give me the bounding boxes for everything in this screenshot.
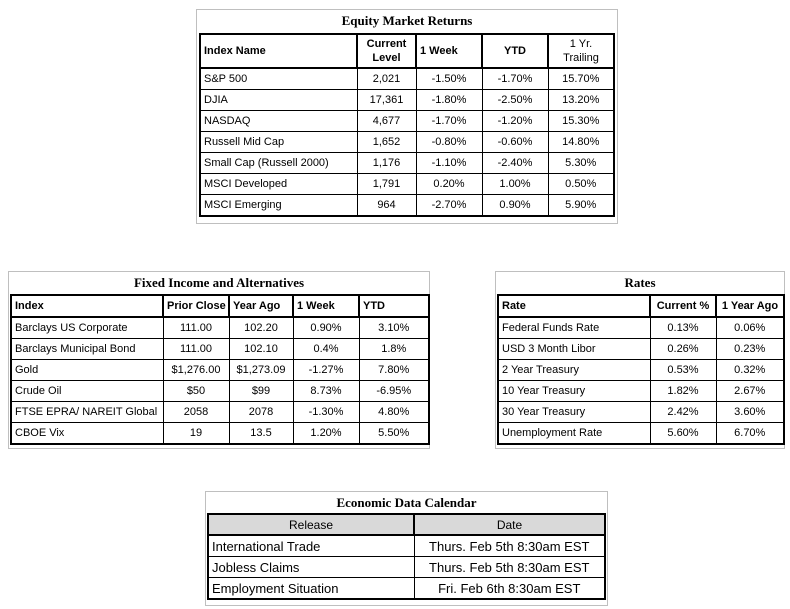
calendar-cell: Thurs. Feb 5th 8:30am EST (414, 557, 605, 578)
fixed-income-cell: -6.95% (359, 381, 429, 402)
rates-row (498, 360, 784, 381)
calendar-row (208, 535, 605, 557)
equity-header-ytd: YTD (482, 34, 548, 68)
fixed-income-cell: 1.20% (293, 423, 359, 445)
calendar-cell: Fri. Feb 6th 8:30am EST (414, 578, 605, 600)
rates-cell: 2 Year Treasury (498, 360, 650, 381)
equity-cell: 15.70% (548, 68, 614, 90)
rates-panel (495, 271, 785, 449)
rates-cell: 0.13% (650, 317, 716, 339)
rates-cell: Federal Funds Rate (498, 317, 650, 339)
equity-cell: 1,176 (357, 153, 416, 174)
equity-cell: 1,652 (357, 132, 416, 153)
fixed-income-panel (8, 271, 430, 449)
equity-cell: -1.70% (482, 68, 548, 90)
fixed-income-cell: -1.27% (293, 360, 359, 381)
equity-cell: -0.80% (416, 132, 482, 153)
fixed-income-header-prior: Prior Close (163, 295, 229, 317)
calendar-cell: Employment Situation (208, 578, 414, 600)
equity-cell: 15.30% (548, 111, 614, 132)
equity-cell: 0.20% (416, 174, 482, 195)
calendar-cell: Thurs. Feb 5th 8:30am EST (414, 535, 605, 557)
fixed-income-cell: 5.50% (359, 423, 429, 445)
fixed-income-cell: $1,273.09 (229, 360, 293, 381)
fixed-income-cell: 13.5 (229, 423, 293, 445)
equity-cell: 2,021 (357, 68, 416, 90)
rates-cell: USD 3 Month Libor (498, 339, 650, 360)
equity-cell: -1.80% (416, 90, 482, 111)
equity-cell: Small Cap (Russell 2000) (200, 153, 357, 174)
fixed-income-cell: CBOE Vix (11, 423, 163, 445)
fixed-income-cell: 7.80% (359, 360, 429, 381)
calendar-cell: Jobless Claims (208, 557, 414, 578)
calendar-header-row (208, 514, 605, 535)
equity-cell: 17,361 (357, 90, 416, 111)
equity-row (200, 174, 614, 195)
fixed-income-cell: $99 (229, 381, 293, 402)
rates-cell: 3.60% (716, 402, 784, 423)
equity-cell: Russell Mid Cap (200, 132, 357, 153)
fixed-income-cell: 0.90% (293, 317, 359, 339)
fixed-income-table (10, 294, 430, 445)
equity-cell: -1.50% (416, 68, 482, 90)
equity-header-level: Current Level (357, 34, 416, 68)
rates-cell: 5.60% (650, 423, 716, 445)
rates-cell: 2.42% (650, 402, 716, 423)
fixed-income-cell: $1,276.00 (163, 360, 229, 381)
equity-cell: -1.70% (416, 111, 482, 132)
equity-cell: 1,791 (357, 174, 416, 195)
rates-cell: 0.32% (716, 360, 784, 381)
rates-row (498, 317, 784, 339)
fixed-income-cell: 2078 (229, 402, 293, 423)
rates-title: Rates (624, 275, 656, 290)
equity-row (200, 132, 614, 153)
fixed-income-cell: 102.20 (229, 317, 293, 339)
equity-cell: MSCI Emerging (200, 195, 357, 217)
fixed-income-cell: $50 (163, 381, 229, 402)
rates-cell: Unemployment Rate (498, 423, 650, 445)
fixed-income-row (11, 423, 429, 445)
equity-cell: 0.90% (482, 195, 548, 217)
fixed-income-header-year-ago: Year Ago (229, 295, 293, 317)
equity-cell: 4,677 (357, 111, 416, 132)
rates-body (498, 317, 784, 444)
equity-cell: -2.70% (416, 195, 482, 217)
fixed-income-cell: 4.80% (359, 402, 429, 423)
fixed-income-header-index: Index (11, 295, 163, 317)
calendar-table (207, 513, 606, 600)
equity-row (200, 195, 614, 217)
fixed-income-cell: Crude Oil (11, 381, 163, 402)
rates-header-row (498, 295, 784, 317)
fixed-income-cell: 111.00 (163, 339, 229, 360)
calendar-row (208, 557, 605, 578)
fixed-income-title: Fixed Income and Alternatives (133, 275, 305, 290)
fixed-income-cell: Gold (11, 360, 163, 381)
calendar-header-date: Date (414, 514, 605, 535)
equity-body (200, 68, 614, 216)
rates-cell: 30 Year Treasury (498, 402, 650, 423)
rates-cell: 0.53% (650, 360, 716, 381)
equity-header-trailing: 1 Yr. Trailing (548, 34, 614, 68)
equity-cell: 964 (357, 195, 416, 217)
rates-row (498, 381, 784, 402)
fixed-income-cell: 0.4% (293, 339, 359, 360)
rates-cell: 0.06% (716, 317, 784, 339)
fixed-income-cell: 2058 (163, 402, 229, 423)
equity-cell: -1.10% (416, 153, 482, 174)
equity-cell: 13.20% (548, 90, 614, 111)
equity-cell: MSCI Developed (200, 174, 357, 195)
equity-table (199, 33, 615, 217)
equity-cell: 1.00% (482, 174, 548, 195)
calendar-cell: International Trade (208, 535, 414, 557)
calendar-title: Economic Data Calendar (336, 495, 477, 510)
fixed-income-row (11, 317, 429, 339)
fixed-income-cell: 19 (163, 423, 229, 445)
rates-cell: 0.26% (650, 339, 716, 360)
equity-row (200, 90, 614, 111)
fixed-income-header-row (11, 295, 429, 317)
fixed-income-header-ytd: YTD (359, 295, 429, 317)
fixed-income-cell: 102.10 (229, 339, 293, 360)
calendar-body (208, 535, 605, 599)
fixed-income-cell: -1.30% (293, 402, 359, 423)
rates-row (498, 402, 784, 423)
rates-row (498, 423, 784, 445)
rates-header-current: Current % (650, 295, 716, 317)
fixed-income-cell: 8.73% (293, 381, 359, 402)
calendar-row (208, 578, 605, 600)
rates-header-rate: Rate (498, 295, 650, 317)
calendar-header-release: Release (208, 514, 414, 535)
fixed-income-row (11, 360, 429, 381)
fixed-income-cell: 1.8% (359, 339, 429, 360)
equity-cell: -1.20% (482, 111, 548, 132)
equity-panel (196, 9, 618, 224)
rates-header-year-ago: 1 Year Ago (716, 295, 784, 317)
equity-cell: S&P 500 (200, 68, 357, 90)
equity-cell: -0.60% (482, 132, 548, 153)
fixed-income-cell: 111.00 (163, 317, 229, 339)
fixed-income-cell: Barclays US Corporate (11, 317, 163, 339)
fixed-income-cell: Barclays Municipal Bond (11, 339, 163, 360)
rates-table (497, 294, 785, 445)
equity-cell: -2.50% (482, 90, 548, 111)
fixed-income-cell: FTSE EPRA/ NAREIT Global (11, 402, 163, 423)
equity-header-name: Index Name (200, 34, 357, 68)
fixed-income-body (11, 317, 429, 444)
equity-row (200, 111, 614, 132)
rates-cell: 6.70% (716, 423, 784, 445)
equity-cell: -2.40% (482, 153, 548, 174)
equity-cell: 5.90% (548, 195, 614, 217)
equity-cell: NASDAQ (200, 111, 357, 132)
equity-title: Equity Market Returns (341, 13, 473, 28)
equity-cell: 0.50% (548, 174, 614, 195)
rates-cell: 10 Year Treasury (498, 381, 650, 402)
equity-header-week: 1 Week (416, 34, 482, 68)
equity-row (200, 68, 614, 90)
equity-cell: 14.80% (548, 132, 614, 153)
equity-row (200, 153, 614, 174)
calendar-panel (205, 491, 608, 606)
fixed-income-row (11, 339, 429, 360)
rates-row (498, 339, 784, 360)
equity-header-row (200, 34, 614, 68)
fixed-income-row (11, 402, 429, 423)
fixed-income-header-week: 1 Week (293, 295, 359, 317)
rates-cell: 1.82% (650, 381, 716, 402)
rates-cell: 2.67% (716, 381, 784, 402)
fixed-income-cell: 3.10% (359, 317, 429, 339)
fixed-income-row (11, 381, 429, 402)
equity-cell: DJIA (200, 90, 357, 111)
rates-cell: 0.23% (716, 339, 784, 360)
equity-cell: 5.30% (548, 153, 614, 174)
